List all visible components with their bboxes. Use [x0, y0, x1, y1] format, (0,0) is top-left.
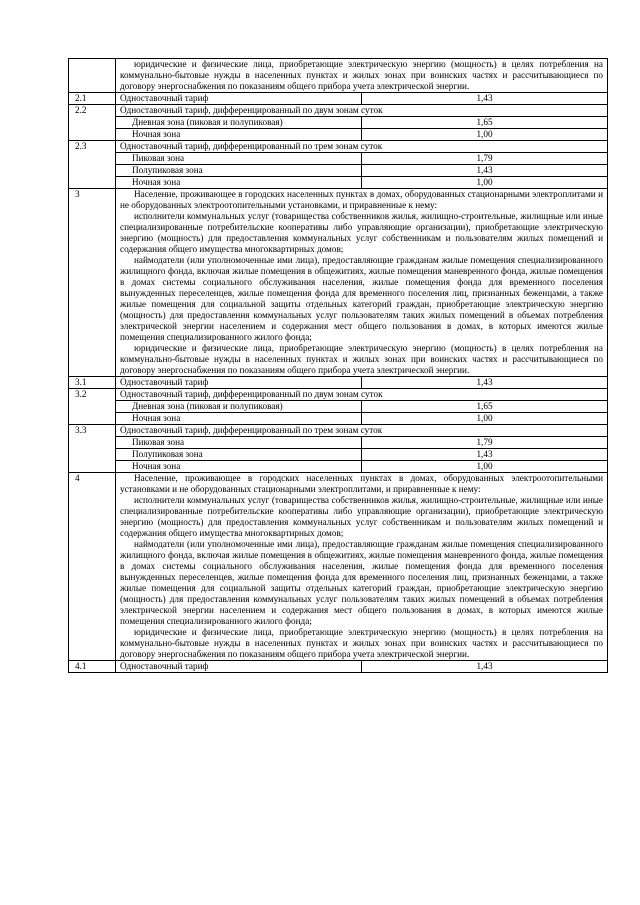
table-row: [69, 105, 608, 117]
paragraph: наймодатели (или уполномоченные ими лица), предоставляющие гражданам жилые помещения специализированного жилищного фонда, включая жилые помещения в общежитиях, жилые помещения маневренного фонда, жилые помещения в домах системы социального обслуживания населения, жилые помещения фонда для временного поселения вынужденных переселенцев, жилые помещения фонда для временного поселения лиц, признанных беженцами, а также жилые помещения для социальной защиты отдельных категорий граждан, приобретающие электрическую энергию (мощность) для предоставления коммунальных услуг пользователям таких жилых помещений в объемах потребления электрической энергии населением и содержания мест общего пользования в домах, в которых имеются жилые помещения специализированного жилого фонда;: [120, 255, 603, 342]
table-row: [69, 117, 608, 129]
paragraph: наймодатели (или уполномоченные ими лица), предоставляющие гражданам жилые помещения специализированного жилищного фонда, включая жилые помещения в общежитиях, жилые помещения маневренного фонда, жилые помещения в домах системы социального обслуживания населения, жилые помещения фонда для временного поселения вынужденных переселенцев, жилые помещения фонда для временного поселения лиц, признанных беженцами, а также жилые помещения для социальной защиты отдельных категорий граждан, приобретающие электрическую энергию (мощность) для предоставления коммунальных услуг пользователям таких жилых помещений в объемах потребления электрической энергии населением и содержания мест общего пользования в домах, в которых имеются жилые помещения специализированного жилого фонда;: [120, 539, 603, 626]
table-row: [69, 473, 608, 661]
zone-value: 1,00: [362, 129, 608, 141]
zone-value: 1,00: [362, 177, 608, 189]
paragraph: юридические и физические лица, приобретающие электрическую энергию (мощность) в целях потребления на коммунально-бытовые нужды в населенных пунктах и жилых зонах при воинских частях и рассчитывающиеся по договору энергоснабжения по показаниям общего прибора учета электрической энергии.: [120, 59, 603, 91]
table-row: [69, 425, 608, 437]
row-number: 2.1: [69, 93, 116, 105]
paragraph-cell: [116, 59, 608, 93]
row-number: 3: [69, 189, 116, 377]
table-row: [69, 129, 608, 141]
tariff-header: Одноставочный тариф: [116, 377, 362, 389]
zone-label: Ночная зона: [116, 461, 362, 473]
zone-value: 1,43: [362, 165, 608, 177]
tariff-value: 1,43: [362, 377, 608, 389]
paragraph: юридические и физические лица, приобретающие электрическую энергию (мощность) в целях потребления на коммунально-бытовые нужды в населенных пунктах и жилых зонах при воинских частях и рассчитывающиеся по договору энергоснабжения по показаниям общего прибора учета электрической энергии.: [120, 627, 603, 659]
zone-label: Пиковая зона: [116, 437, 362, 449]
tariff-header: Одноставочный тариф, дифференцированный по двум зонам суток: [116, 389, 608, 401]
zone-value: 1,79: [362, 153, 608, 165]
paragraph-cell: [116, 473, 608, 661]
zone-value: 1,79: [362, 437, 608, 449]
table-row: [69, 165, 608, 177]
zone-label: Дневная зона (пиковая и полупиковая): [116, 401, 362, 413]
zone-label: Пиковая зона: [116, 153, 362, 165]
paragraph: исполнители коммунальных услуг (товарищества собственников жилья, жилищно-строительные, жилищные или иные специализированные потребительские кооперативы либо управляющие организации), приобретающие электрическую энергию (мощность) для предоставления коммунальных услуг собственникам и пользователям жилых помещений и содержания общего имущества многоквартирных домов;: [120, 495, 603, 538]
zone-label: Ночная зона: [116, 413, 362, 425]
zone-label: Полупиковая зона: [116, 449, 362, 461]
table-row: [69, 59, 608, 93]
table-row: [69, 461, 608, 473]
row-number: 4.1: [69, 661, 116, 673]
zone-value: 1,65: [362, 117, 608, 129]
tariff-header: Одноставочный тариф, дифференцированный по трем зонам суток: [116, 141, 608, 153]
row-number: 3.2: [69, 389, 116, 425]
table-row: [69, 153, 608, 165]
tariff-header: Одноставочный тариф, дифференцированный по двум зонам суток: [116, 105, 608, 117]
row-number: 3.3: [69, 425, 116, 473]
table-row: [69, 437, 608, 449]
zone-label: Полупиковая зона: [116, 165, 362, 177]
tariff-value: 1,43: [362, 93, 608, 105]
zone-value: 1,65: [362, 401, 608, 413]
row-number: 2.3: [69, 141, 116, 189]
zone-label: Ночная зона: [116, 177, 362, 189]
zone-label: Ночная зона: [116, 129, 362, 141]
tariff-table-body: [69, 59, 608, 673]
tariff-value: 1,43: [362, 661, 608, 673]
tariff-table: [68, 58, 608, 673]
table-row: [69, 389, 608, 401]
table-row: [69, 177, 608, 189]
table-row: [69, 189, 608, 377]
paragraph: Население, проживающее в городских населенных пунктах в домах, оборудованных стационарными электроплитами и не оборудованных электроотопительными установками, и приравненные к нему:: [120, 189, 603, 210]
table-row: [69, 661, 608, 673]
tariff-header: Одноставочный тариф: [116, 93, 362, 105]
table-row: [69, 401, 608, 413]
table-row: [69, 141, 608, 153]
document-page: [68, 58, 608, 673]
paragraph: исполнители коммунальных услуг (товарищества собственников жилья, жилищно-строительные, жилищные или иные специализированные потребительские кооперативы либо управляющие организации), приобретающие электрическую энергию (мощность) для предоставления коммунальных услуг собственникам и пользователям жилых помещений и содержания общего имущества многоквартирных домов;: [120, 211, 603, 254]
row-number: 2.2: [69, 105, 116, 141]
zone-value: 1,00: [362, 461, 608, 473]
paragraph-cell: [116, 189, 608, 377]
table-row: [69, 93, 608, 105]
zone-value: 1,43: [362, 449, 608, 461]
row-number: [69, 59, 116, 93]
tariff-header: Одноставочный тариф: [116, 661, 362, 673]
table-row: [69, 377, 608, 389]
paragraph: Население, проживающее в городских населенных пунктах в домах, оборудованных электроотопительными установками и не оборудованных стационарными электроплитами, и приравненные к нему:: [120, 473, 603, 494]
zone-label: Дневная зона (пиковая и полупиковая): [116, 117, 362, 129]
paragraph: юридические и физические лица, приобретающие электрическую энергию (мощность) в целях потребления на коммунально-бытовые нужды в населенных пунктах и жилых зонах при воинских частях и рассчитывающиеся по договору энергоснабжения по показаниям общего прибора учета электрической энергии.: [120, 343, 603, 375]
table-row: [69, 449, 608, 461]
row-number: 3.1: [69, 377, 116, 389]
zone-value: 1,00: [362, 413, 608, 425]
tariff-header: Одноставочный тариф, дифференцированный по трем зонам суток: [116, 425, 608, 437]
table-row: [69, 413, 608, 425]
row-number: 4: [69, 473, 116, 661]
